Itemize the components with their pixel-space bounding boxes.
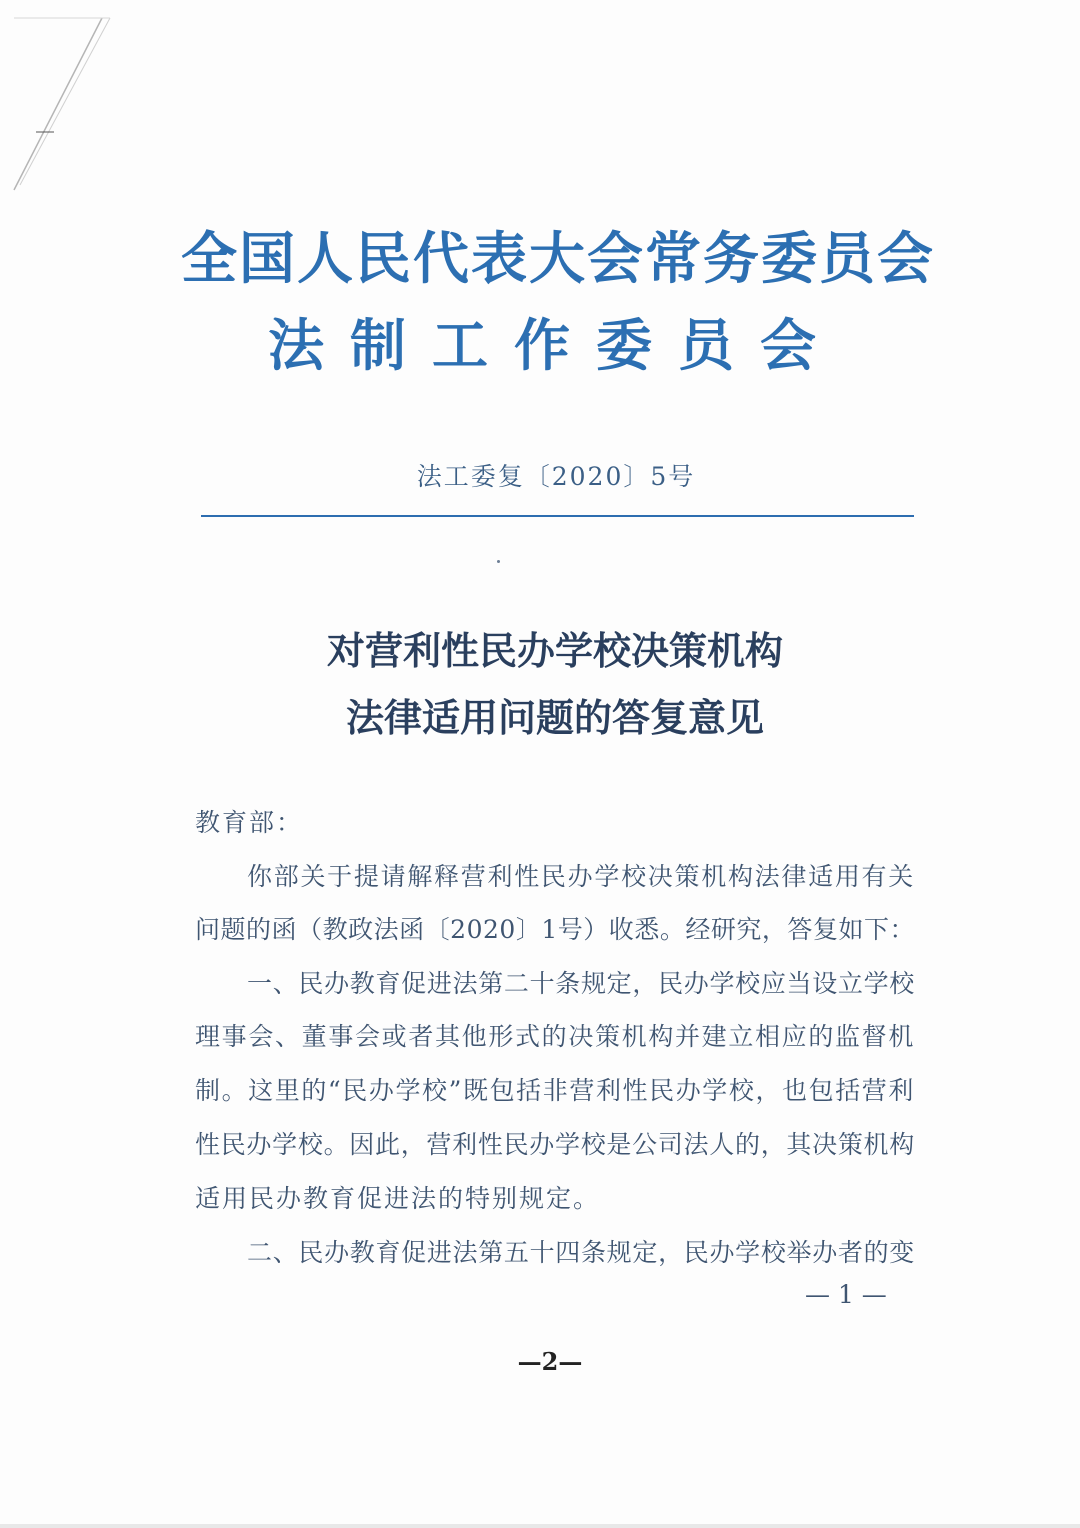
header-divider-rule xyxy=(201,515,914,517)
issuing-organization-line1: 全国人民代表大会常务委员会 xyxy=(181,226,935,292)
inner-page-number: — 1 — xyxy=(805,1280,887,1309)
document-title-line2: 法律适用问题的答复意见 xyxy=(345,695,764,740)
issuing-organization-line2: 法制工作委员会 xyxy=(268,313,842,379)
addressee: 教育部： xyxy=(195,808,304,837)
document-number: 法工委复〔2020〕5号 xyxy=(416,462,696,491)
body-line: 一、民办教育促进法第二十条规定，民办学校应当设立学校 xyxy=(247,969,915,998)
body-line: 你部关于提请解释营利性民办学校决策机构法律适用有关 xyxy=(247,862,915,891)
scan-bottom-edge xyxy=(0,1524,1080,1528)
body-line: 制。这里的“民办学校”既包括非营利性民办学校，也包括营利 xyxy=(195,1076,915,1105)
document-title-line1: 对营利性民办学校决策机构 xyxy=(326,628,783,673)
body-line: 性民办学校。因此，营利性民办学校是公司法人的，其决策机构 xyxy=(195,1130,915,1159)
body-line: 理事会、董事会或者其他形式的决策机构并建立相应的监督机 xyxy=(195,1022,915,1051)
body-line: 适用民办教育促进法的特别规定。 xyxy=(195,1184,601,1213)
outer-page-number: —2— xyxy=(517,1347,583,1376)
folded-corner-mark xyxy=(0,0,120,200)
body-line: 二、民办教育促进法第五十四条规定，民办学校举办者的变 xyxy=(247,1238,915,1267)
scan-speck xyxy=(497,560,500,563)
body-line: 问题的函（教政法函〔2020〕1号）收悉。经研究，答复如下： xyxy=(195,915,915,944)
